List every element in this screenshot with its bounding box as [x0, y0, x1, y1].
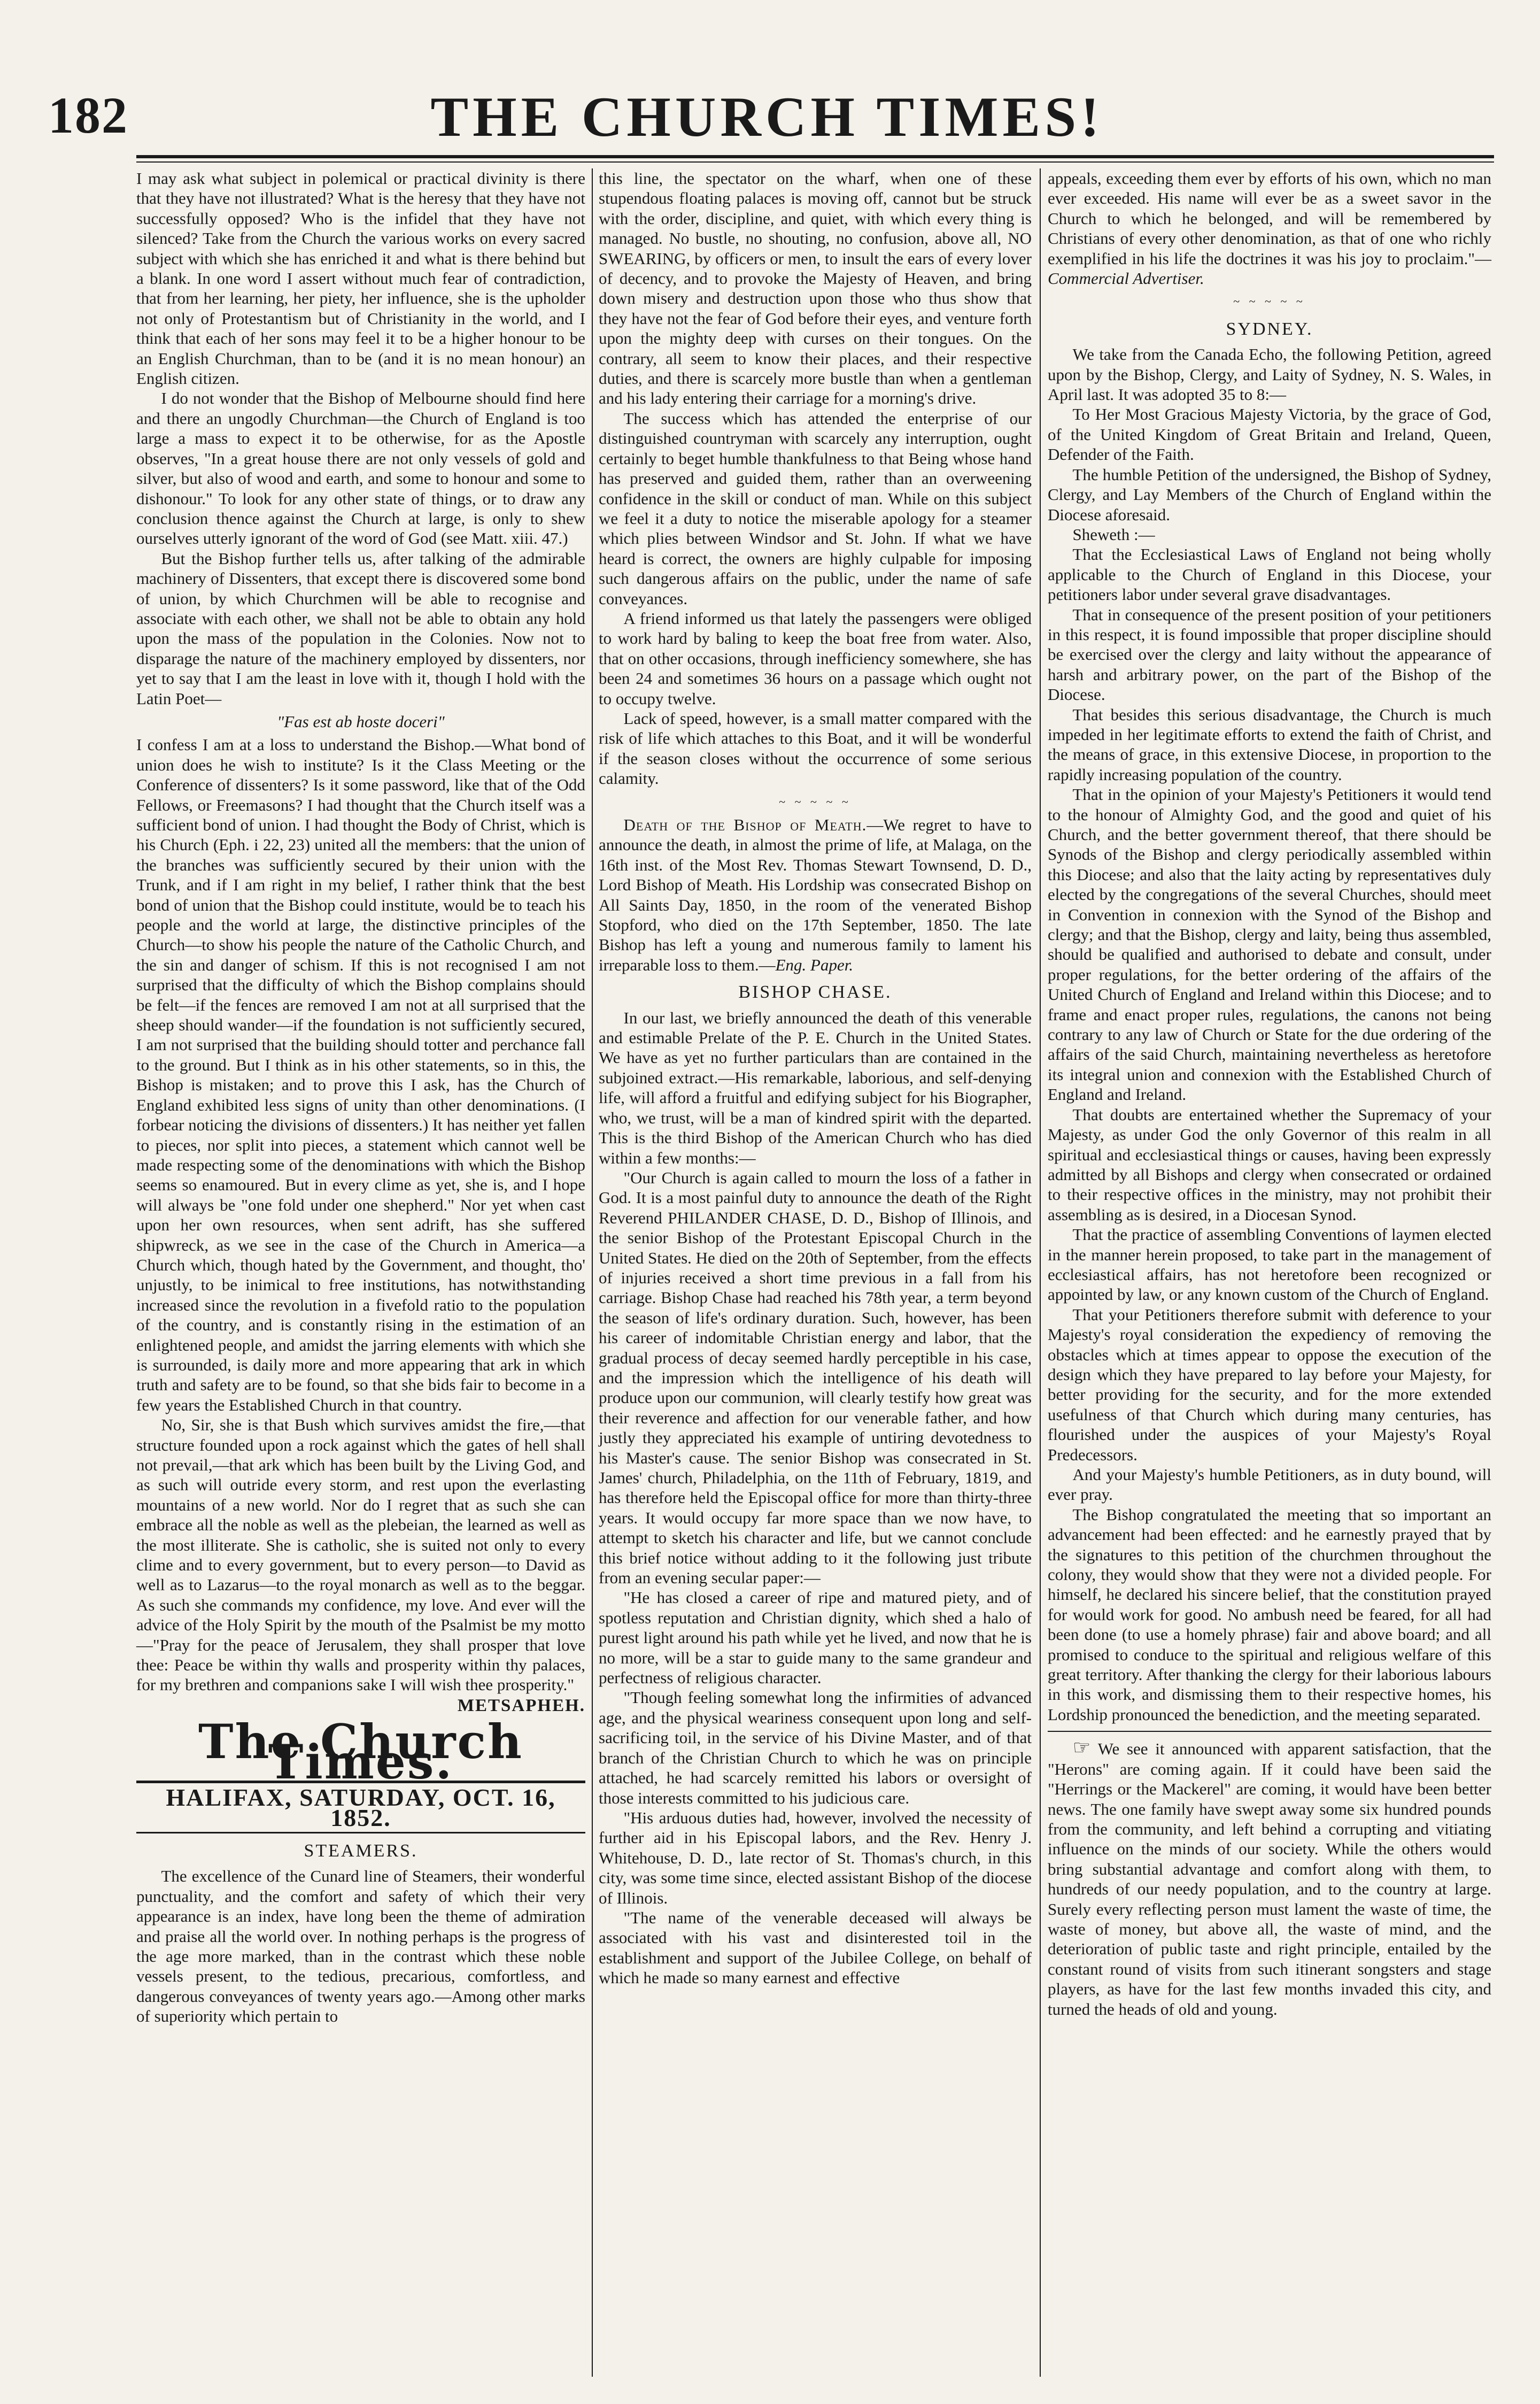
article-paragraph: "The name of the venerable deceased will always be associated with his vast and disinterested toil in the establishment and support of the Jubilee College, on behalf of which he made so many earnest and effective — [599, 1908, 1032, 1987]
article-paragraph-death-notice — [599, 815, 1032, 975]
section-heading-sydney: SYDNEY. — [1226, 319, 1313, 339]
article-paragraph: Sheweth :— — [1072, 525, 1155, 544]
article-paragraph: That in consequence of the present position of your petitioners in this respect, it is found impossible that proper discipline should be exercised over the clergy and laity without the appearance of harsh and arbitrary power, on the part of the Bishop of the Diocese. — [1048, 605, 1491, 704]
ornamental-divider: ~ ~ ~ ~ ~ — [1233, 295, 1306, 309]
article-paragraph: The Bishop congratulated the meeting that so important an advancement had been effected: and he earnestly prayed that by the signatures to this petition of the churchmen throughout the colony, they would show that they were not a divided people. For himself, he declared his sincere belief, that the constitution prayed for would work for good. No ambush need be feared, for all had been done (to use a homely phrase) fair and above board; and all promised to conduce to the spiritual and religious welfare of this great territory. After thanking the clergy for their laborious labours in this work, and dismissing them to their respective homes, his Lordship pronounced the benediction, and the meeting separated. — [1048, 1505, 1491, 1724]
signature: METSAPHEH. — [457, 1696, 585, 1715]
article-paragraph: That in the opinion of your Majesty's Petitioners it would tend to the honour of Almighty God, and the good and quiet of his Church, and the better government thereof, that there should be Synods of the Bishop and clergy periodically assembled within this Diocese; and also that the laity acting by representatives duly elected by the congregations of the several Churches, should meet in Convention in connexion with the Synod of the Bishop and clergy; and that the Bishop, clergy and laity, being thus assembled, should be qualified and authorised to debate and consult, under proper regulations, for the better ordering of the affairs of the United Church of England and Ireland within this Diocese; and to frame and enact proper rules, regulations, the canons not being contrary to any law of Church or State for the due ordering of the affairs of the said Church, maintaining nevertheless as heretofore its integral union and connexion with the Established Church of England and Ireland. — [1048, 785, 1491, 1104]
article-paragraph: That the Ecclesiastical Laws of England not being wholly applicable to the Church of England in this Diocese, your petitioners labor under several grave disadvantages. — [1048, 545, 1491, 604]
article-paragraph: The success which has attended the enterprise of our distinguished countryman with scarcely any interruption, ought certainly to beget humble thankfulness to that Being whose hand has preserved and guided them, rather than an overweening confidence in the skill or conduct of man. While on this subject we feel it a duty to notice the miserable apology for a steamer which plies between Windsor and St. John. If what we have heard is correct, the owners are highly culpable for imposing such dangerous affairs on the public, under the name of safe conveyances. — [599, 409, 1032, 608]
section-rule — [1048, 1731, 1491, 1732]
section-heading-steamers: STEAMERS. — [304, 1840, 418, 1861]
article-paragraph: "Our Church is again called to mourn the loss of a father in God. It is a most painful duty to announce the death of the Right Reverend PHILANDER CHASE, D. D., Bishop of Illinois, and the senior Bishop of the Protestant Episcopal Church in the United States. He died on the 20th of September, from the effects of injuries received a short time previous in a fall from his carriage. Bishop Chase had reached his 78th year, a term beyond the season of life's ordinary duration. Such, however, has been his career of indomitable Christian energy and labor, that the gradual process of decay seemed hardly perceptible in his case, and the impression which the intelligence of his death will produce upon our communion, will clearly testify how great was their reverence and affection for our venerable father, and how justly they appreciated his example of untiring devotedness to his Master's cause. The senior Bishop was consecrated in St. James' church, Philadelphia, on the 11th of February, 1819, and has therefore held the Episcopal office for more than thirty-three years. It would occupy far more space than we now have, to attempt to sketch his character and life, but we cannot conclude this brief notice without adding to it the following just tribute from an evening secular paper:— — [599, 1168, 1032, 1588]
article-paragraph: No, Sir, she is that Bush which survives amidst the fire,—that structure founded upon a rock against which the gates of hell shall not prevail,—that ark which has been built by the Living God, and as such will outride every storm, and rest upon the everlasting mountains of a new world. Nor do I regret that as such she can embrace all the noble as well as the plebeian, the learned as well as the most illiterate. She is catholic, she is suited not only to every clime and to every government, but to every person—to David as well as to Lazarus—to the royal monarch as well as to the beggar. As such she commands my confidence, my love. And ever will the advice of the Holy Spirit by the mouth of the Psalmist be my motto—"Pray for the peace of Jerusalem, they shall prosper that love thee: Peace be within thy walls and prosperity within thy palaces, for my brethren and companions sake I will wish thee prosperity." — [136, 1415, 585, 1694]
header-rule — [136, 155, 1494, 158]
pointing-hand-icon: ☞ — [1072, 1737, 1091, 1760]
article-paragraph: That doubts are entertained whether the Supremacy of your Majesty, as under God the only Governor of this realm in all spiritual and ecclesiastical things or causes, having been expressly admitted by all Bishops and clergy when consecrated or ordained to their respective offices in the ministry, may not prohibit their assembling as is desired, in a Diocesan Synod. — [1048, 1105, 1491, 1224]
page-header — [32, 80, 1502, 150]
article-paragraph: "His arduous duties had, however, involved the necessity of further aid in his Episcopal labors, and the Rev. Henry J. Whitehouse, D. D., late rector of St. Thomas's church, in this city, was some time since, elected assistant Bishop of the diocese of Illinois. — [599, 1808, 1032, 1907]
article-paragraph: That the practice of assembling Conventions of laymen elected in the manner herein proposed, to take part in the management of ecclesiastical affairs, has not heretofore been recognized or appointed by law, or any known custom of the Church of England. — [1048, 1225, 1491, 1304]
masthead: The Church Times. — [198, 1714, 523, 1790]
article-paragraph: But the Bishop further tells us, after talking of the admirable machinery of Dissenters, that except there is discovered some bond of union, by which Churchmen will be able to recognise and associate with each other, we shall not be able to obtain any hold upon the mass of the population in the Colonies. Now not to disparage the nature of the machinery employed by dissenters, nor yet to say that I am the least in love with it, though I hold with the Latin Poet— — [136, 549, 585, 708]
article-paragraph: "Though feeling somewhat long the infirmities of advanced age, and the physical weariness consequent upon long and self-sacrificing toil, in the service of his Divine Master, and of that branch of the Christian Church to which he was on principle attached, he had scarcely remitted his labors or oversight of those interests committed to his judicious care. — [599, 1688, 1032, 1807]
section-heading-bishop-chase: BISHOP CHASE. — [738, 982, 892, 1003]
article-paragraph: A friend informed us that lately the passengers were obliged to work hard by baling to keep the boat free from water. Also, that on other occasions, through inefficiency somewhere, she has been 24 and sometimes 36 hours on a passage which ought not to occupy twelve. — [599, 608, 1032, 708]
newspaper-title: THE CHURCH TIMES! — [430, 86, 1104, 148]
notice-source: Eng. Paper. — [775, 955, 854, 974]
ornamental-divider: ~ ~ ~ ~ ~ — [779, 795, 852, 808]
article-paragraph: I confess I am at a loss to understand the Bishop.—What bond of union does he wish to institute? Is it the Class Meeting or the Conference of dissenters? Is it some password, like that of the Odd Fellows, or Freemasons? I had thought that the Church itself was a sufficient bond of union. I had thought the Body of Christ, which is his Church (Eph. i 22, 23) united all the members: that the union of the branches was sufficiently secured by their union with the Trunk, and if I am right in my belief, I rather think that the best bond of union that the Bishop could institute, would be to teach his people and the world at large, the distinctive principles of the Church—to show his people the nature of the Catholic Church, and the sin and danger of schism. If this is not recognised I am not surprised that the difficulty of which the Bishop complains should be felt—if the fences are removed I am not at all surprised that the sheep should wander—if the foundation is not sufficiently secured, I am not surprised that the building should totter and perchance fall to the ground. But I think as in his other statements, so in this, the Bishop is mistaken; and to prove this I ask, has the Church of England exhibited less signs of unity than other denominations. (I forbear noticing the divisions of dissenters.) It has neither yet fallen to pieces, nor split into pieces, a statement which cannot well be made respecting some of the denominations with which the Bishop seems so enamoured. But in every clime as yet, she is, and I hope will always be "one fold under one shepherd." Nor yet when cast upon her own resources, when sent adrift, has she suffered shipwreck, as we see in the case of the Church in America—a Church which, though hated by the Government, and thought, tho' unjustly, to be inimical to free institutions, has notwithstanding increased since the revolution in a fivefold ratio to the population of the country, and is constantly rising in the estimation of an enlightened people, and amidst the jarring elements with which she is surrounded, is daily more and more appearing that ark in which truth and safety are to be found, so that she bids fair to become in a few years the Established Church in that country. — [136, 735, 585, 1414]
article-paragraph: And your Majesty's humble Petitioners, as in duty bound, will ever pray. — [1048, 1465, 1491, 1504]
article-paragraph: The excellence of the Cunard line of Steamers, their wonderful punctuality, and the comfort and safety of which their very appearance is an index, have long been the theme of admiration and praise all the world over. In nothing perhaps is the progress of the age more marked, than in the contrast which these noble vessels present, to the tedious, precarious, comfortless, and dangerous conveyances of twenty years ago.—Among other marks of superiority which pertain to — [136, 1867, 585, 2026]
notice-text: —We regret to have to announce the death, in almost the prime of life, at Malaga, on the 16th inst. of the Most Rev. Thomas Stewart Townsend, D. D., Lord Bishop of Meath. His Lordship was consecrated Bishop on All Saints Day, 1850, in the room of the venerated Bishop Stopford, who died on the 17th September, 1850. The late Bishop has left a young and numerous family to lament his irreparable loss to them.— — [599, 815, 1032, 974]
article-paragraph: "He has closed a career of ripe and matured piety, and of spotless reputation and Christian dignity, which shed a halo of purest light around his path while yet he lived, and now that he is no more, will be a star to guide many to the same grandeur and perfectness of religious character. — [599, 1588, 1032, 1688]
header-rule-thin — [136, 161, 1494, 163]
article-paragraph: I do not wonder that the Bishop of Melbourne should find here and there an ungodly Churchman—the Church of England is too large a mass to expect it to be otherwise, for as the Apostle observes, "In a great house there are not only vessels of gold and silver, but also of wood and earth, and some to honour and some to dishonour." To look for any other state of things, or to draw any conclusion thence against the Church at large, is only to shew ourselves utterly ignorant of the word of God (see Matt. xiii. 47.) — [136, 389, 585, 548]
article-paragraph — [1048, 168, 1491, 288]
article-paragraph: We take from the Canada Echo, the following Petition, agreed upon by the Bishop, Clergy, and Laity of Sydney, N. S. Wales, in April last. It was adopted 35 to 8:— — [1048, 345, 1491, 404]
article-source: Commercial Advertiser. — [1048, 269, 1204, 288]
notice-heading: Death of the Bishop of Meath. — [623, 815, 867, 834]
article-paragraph: To Her Most Gracious Majesty Victoria, by the grace of God, of the United Kingdom of Great Britain and Ireland, Queen, Defender of the Faith. — [1048, 405, 1491, 464]
column-divider-2 — [1040, 168, 1041, 2377]
article-paragraph: The humble Petition of the undersigned, the Bishop of Sydney, Clergy, and Lay Members of the Church of England within the Diocese aforesaid. — [1048, 465, 1491, 524]
article-text: We see it announced with apparent satisfaction, that the "Herons" are coming again. If it could have been said the "Herrings or the Mackerel" are coming, it would have been better news. The one family have swept away some six hundred pounds from the community, and left behind a corrupting and vitiating influence on the minds of our society. While the others would bring substantial advantage and comfort along with them, to hundreds of our needy population, and to the country at large. Surely every reflecting person must lament the waste of time, the waste of money, but above all, the waste of mind, and the deterioration of public taste and right principle, entailed by the constant round of visits from such itinerant songsters and stage players, as have for the last few months invaded this city, and turned the heads of old and young. — [1048, 1739, 1491, 2018]
article-paragraph: That your Petitioners therefore submit with deference to your Majesty's royal consideration the expediency of removing the obstacles which at times appear to oppose the execution of the design which they have prepared to lay before your Majesty, for better providing for the security, and for the more extended usefulness of that Church which during many centuries, has flourished under the auspices of your Majesty's Royal Predecessors. — [1048, 1305, 1491, 1464]
column-divider-1 — [592, 168, 593, 2377]
article-paragraph — [1048, 1738, 1491, 2019]
article-paragraph: In our last, we briefly announced the death of this venerable and estimable Prelate of the P. E. Church in the United States. We have as yet no further particulars than are contained in the subjoined extract.—His remarkable, laborious, and self-denying life, will afford a fruitful and edifying subject for his Biographer, who, we trust, will be a man of kindred spirit with the departed. This is the third Bishop of the American Church who has died within a few months:— — [599, 1008, 1032, 1167]
dateline: HALIFAX, SATURDAY, OCT. 16, 1852. — [136, 1781, 585, 1833]
article-text: appeals, exceeding them ever by efforts of his own, which no man ever exceeded. His name will ever be as a sweet savor in the Church to which he belonged, and will be remembered by Christians of every other denomination, as that of one who richly exemplified in his life the doctrines it was his joy to proclaim."— — [1048, 169, 1491, 268]
article-paragraph: I may ask what subject in polemical or practical divinity is there that they have not illustrated? What is the heresy that they have not successfully opposed? Who is the infidel that they have not silenced? Take from the Church the various works on every sacred subject with which she has enriched it and what is there behind but a blank. In one word I assert without much fear of contradiction, that from her learning, her piety, her influence, she is the upholder not only of Protestantism but of Christianity in the world, and I think that each of her sons may feel it to be a higher honour to be an English Churchman, than to be (and it is no mean honour) an English citizen. — [136, 169, 585, 388]
latin-quote: "Fas est ab hoste doceri" — [277, 712, 445, 731]
column-1 — [136, 168, 585, 2027]
article-paragraph: Lack of speed, however, is a small matter compared with the risk of life which attaches to this Boat, and it will be wonderful if the season closes without the occurrence of some serious calamity. — [599, 708, 1032, 788]
article-paragraph: this line, the spectator on the wharf, when one of these stupendous floating palaces is moving off, cannot but be struck with the order, discipline, and quiet, with which every thing is managed. No bustle, no shouting, no confusion, above all, NO SWEARING, by officers or men, to insult the ears of every lover of decency, and to provoke the Majesty of Heaven, and bring down misery and destruction upon those who thus show that they have not the fear of God before their eyes, and venture forth upon the mighty deep with curses on their tongues. On the contrary, all seem to know their places, and their respective duties, and there is scarcely more bustle than when a gentleman and his lady entering their carriage for a morning's drive. — [599, 169, 1032, 408]
column-2 — [599, 168, 1032, 1988]
page-number: 182 — [48, 87, 128, 144]
column-3 — [1048, 168, 1491, 2019]
article-paragraph: That besides this serious disadvantage, the Church is much impeded in her legitimate efforts to extend the faith of Christ, and the means of grace, in this extensive Diocese, in proportion to the rapidly increasing population of the country. — [1048, 705, 1491, 784]
